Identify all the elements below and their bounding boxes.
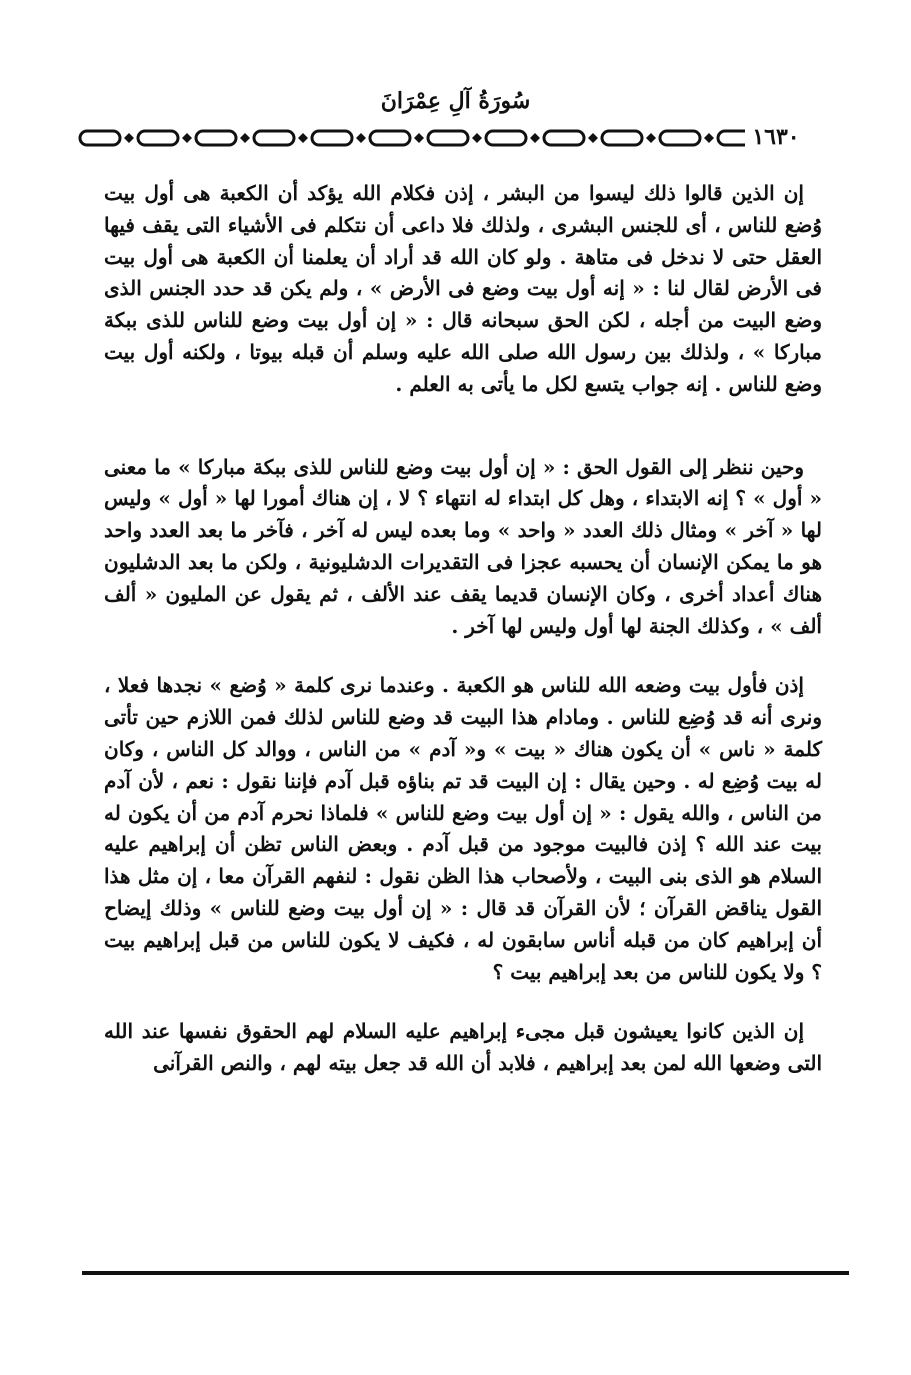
paragraph-3: إذن فأول بيت وضعه الله للناس هو الكعبة . وعندما نرى كلمة « وُضع » نجدها فعلا ، ونرى أنه قد وُضِع للناس . ومادام هذا البيت قد وضع للناس لذلك فمن اللازم حين تأتى كلمة « ناس » أن يكون هناك « بيت » و« آدم » من الناس ، ووالد كل الناس ، وكان له بيت وُضِع له . وحين يقال : إن البيت قد تم بناؤه قبل آدم فإننا نقول : نعم ، لأن آدم من الناس ، والله يقول : « إن أول بيت وضع للناس » فلماذا نحرم آدم من أن يكون له بيت عند الله ؟ إذن فالبيت موجود من قبل آدم . وبعض الناس تظن أن إبراهيم عليه السلام هو الذى بنى البيت ، ولأصحاب هذا الظن نقول : لنفهم القرآن معا ، إن مثل هذا القول يناقض القرآن ؛ لأن القرآن قد قال : « إن أول بيت وضع للناس » وذلك إيضاح أن إبراهيم كان من قبله أناس سابقون له ، فكيف لا يكون للناس من قبل إبراهيم بيت ؟ ولا يكون للناس من بعد إبراهيم بيت ؟ bbox=[104, 673, 823, 984]
page-number: ١٦٣٠ bbox=[745, 121, 807, 153]
chain-diamond bbox=[646, 133, 656, 143]
chain-diamond bbox=[182, 133, 192, 143]
chain-link bbox=[312, 131, 352, 145]
chain-diamond bbox=[704, 133, 714, 143]
chain-link bbox=[602, 131, 642, 145]
chain-diamond bbox=[124, 133, 134, 143]
chain-diamond bbox=[472, 133, 482, 143]
chain-diamond bbox=[588, 133, 598, 143]
surah-title: سُورَةُ آلِ عِمْرَانَ bbox=[380, 88, 531, 114]
chain-link bbox=[544, 131, 584, 145]
paragraph-1: إن الذين قالوا ذلك ليسوا من البشر ، إذن فكلام الله يؤكد أن الكعبة هى أول بيت وُضع للناس ، أى للجنس البشرى ، ولذلك فلا داعى أن نتكلم فى الأشياء التى يقف فيها العقل حتى لا ندخل فى متاهة . ولو كان الله قد أراد أن يعلمنا أن الكعبة هى أول بيت فى الأرض لقال لنا : « إنه أول بيت وضع فى الأرض » ، ولم يكن قد حدد الجنس الذى وضع البيت من أجله ، لكن الحق سبحانه قال : « إن أول بيت وضع للناس للذى ببكة مباركا » ، ولذلك بين رسول الله صلى الله عليه وسلم أن قبله بيوتا ، ولكنه أول بيت وضع للناس . إنه جواب يتسع لكل ما يأتى به العلم . bbox=[104, 181, 822, 396]
chain-link bbox=[660, 131, 700, 145]
chain-diamond bbox=[240, 133, 250, 143]
chain-link bbox=[138, 131, 178, 145]
chain-link bbox=[80, 131, 120, 145]
chain-link bbox=[370, 131, 410, 145]
chain-link bbox=[196, 131, 236, 145]
chain-link bbox=[254, 131, 294, 145]
chain-ornament-rule bbox=[78, 124, 848, 152]
body-text bbox=[104, 178, 822, 1080]
chain-link bbox=[428, 131, 468, 145]
footer-rule bbox=[82, 1271, 849, 1275]
chain-link bbox=[486, 131, 526, 145]
paragraph-2: وحين ننظر إلى القول الحق : « إن أول بيت وضع للناس للذى ببكة مباركا » ما معنى « أول » ؟ إنه الابتداء ، وهل كل ابتداء له انتهاء ؟ لا ، إن هناك أمورا لها « أول » وليس لها « آخر » ومثال ذلك العدد « واحد » وما بعده ليس له آخر ، فآخر ما بعد العدد واحد هو ما يمكن الإنسان أن يحسبه عجزا فى التقديرات الدشليونية ، ولكن ما بعد الدشليون هناك أعداد أخرى ، وكان الإنسان قديما يقف عند الألف ، ثم يقول عن المليون « ألف ألف » ، وكذلك الجنة لها أول وليس لها آخر . bbox=[104, 454, 822, 638]
chain-diamond bbox=[530, 133, 540, 143]
chain-diamond bbox=[298, 133, 308, 143]
chain-diamond bbox=[356, 133, 366, 143]
paragraph-4: إن الذين كانوا يعيشون قبل مجىء إبراهيم عليه السلام لهم الحقوق نفسها عند الله التى وضعها الله لمن بعد إبراهيم ، فلابد أن الله قد جعل بيته لهم ، والنص القرآنى bbox=[104, 1019, 822, 1076]
chain-diamond bbox=[414, 133, 424, 143]
